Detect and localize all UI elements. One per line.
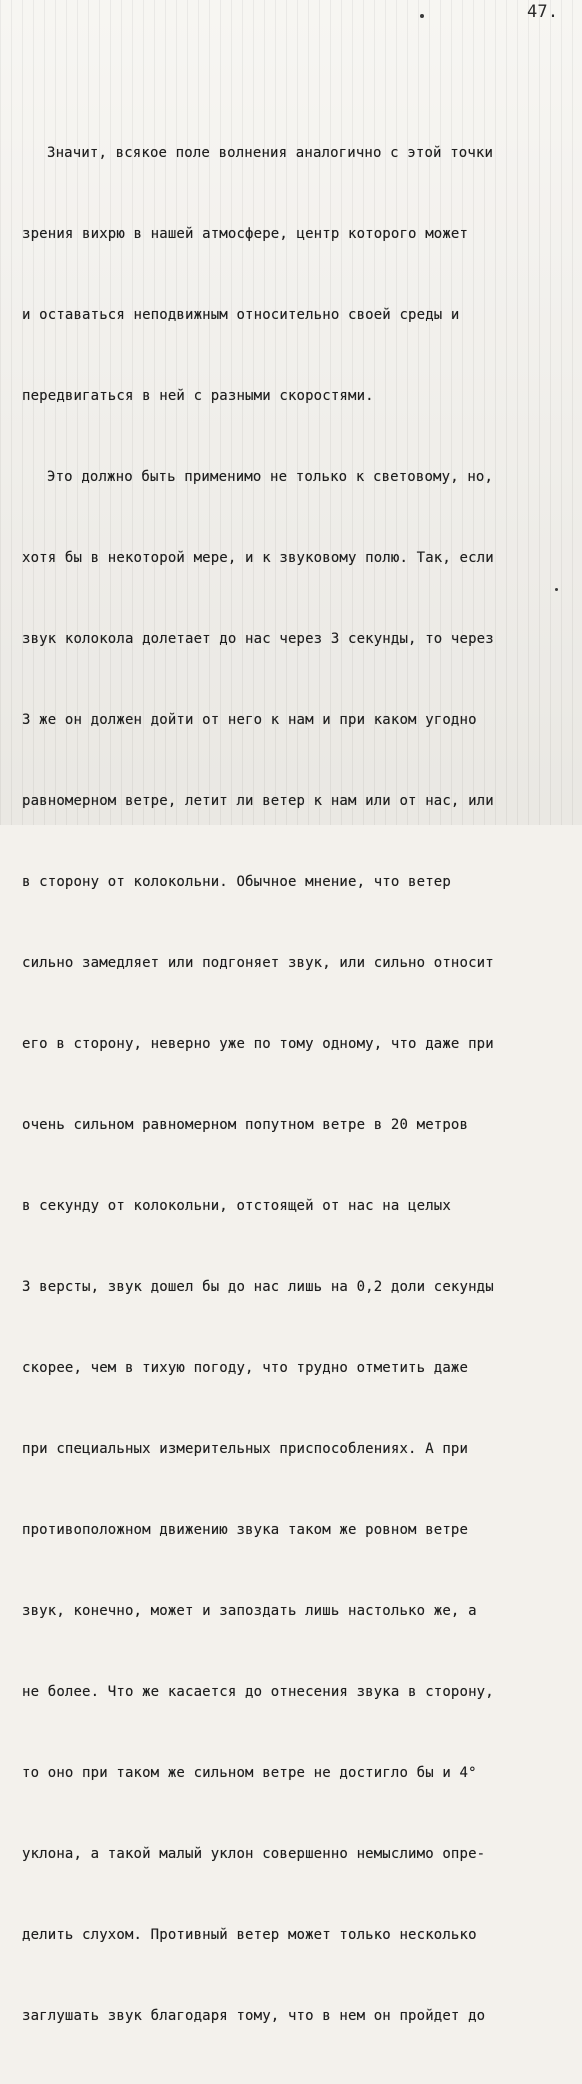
text-line: зрения вихрю в нашей атмосфере, центр которого может	[22, 226, 469, 242]
text-line: очень сильном равномерном попутном ветре в 20 метров	[22, 1117, 469, 1133]
ink-speck	[420, 14, 424, 18]
text-line: Значит, всякое поле волнения аналогично с этой точки	[47, 145, 494, 161]
text-line: передвигаться в ней с разными скоростями.	[22, 388, 374, 404]
text-line: при специальных измерительных приспособлениях. А при	[22, 1441, 469, 1457]
text-line: его в сторону, неверно уже по тому одному, что даже при	[22, 1036, 494, 1052]
text-line: заглушать звук благодаря тому, что в нем он пройдет до	[22, 2008, 486, 2024]
text-line: то оно при таком же сильном ветре не достигло бы и 4°	[22, 1765, 477, 1781]
text-line: звук, конечно, может и запоздать лишь настолько же, а	[22, 1603, 477, 1619]
text-line: скорее, чем в тихую погоду, что трудно отметить даже	[22, 1360, 469, 1376]
text-line: в сторону от колокольни. Обычное мнение, что ветер	[22, 874, 451, 890]
text-line: противоположном движению звука таком же ровном ветре	[22, 1522, 469, 1538]
text-line: 3 же он должен дойти от него к нам и при каком угодно	[22, 712, 477, 728]
text-line: в секунду от колокольни, отстоящей от нас на целых	[22, 1198, 451, 1214]
text-line: звук колокола долетает до нас через 3 секунды, то через	[22, 631, 494, 647]
page-number: 47.	[527, 2, 559, 22]
text-line: делить слухом. Противный ветер может только несколько	[22, 1927, 477, 1943]
text-line: не более. Что же касается до отнесения звука в сторону,	[22, 1684, 494, 1700]
text-line: равномерном ветре, летит ли ветер к нам или от нас, или	[22, 793, 494, 809]
document-body	[22, 86, 582, 2084]
text-line: Это должно быть применимо не только к световому, но,	[47, 469, 494, 485]
text-line: 3 версты, звук дошел бы до нас лишь на 0,2 доли секунды	[22, 1279, 494, 1295]
text-line: и оставаться неподвижным относительно своей среды и	[22, 307, 460, 323]
text-line: сильно замедляет или подгоняет звук, или сильно относит	[22, 955, 494, 971]
text-line: уклона, а такой малый уклон совершенно немыслимо опре-	[22, 1846, 486, 1862]
text-line: хотя бы в некоторой мере, и к звуковому полю. Так, если	[22, 550, 494, 566]
